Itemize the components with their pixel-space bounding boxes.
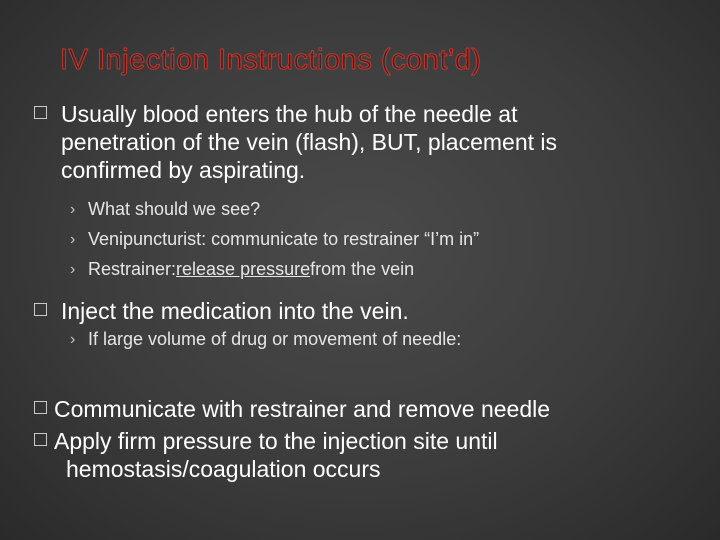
bullet-line: Usually blood enters the hub of the needle at	[61, 101, 518, 127]
bullet-text: Inject the medication into the vein.	[61, 298, 409, 324]
bullet-text: Communicate with restrainer and remove needle	[54, 396, 551, 422]
bullet-text	[54, 427, 498, 483]
sub-bullet-text: If large volume of drug or movement of needle:	[88, 329, 462, 349]
bullet-line: confirmed by aspirating.	[61, 157, 306, 183]
bullet-line: penetration of the vein (flash), BUT, placement is	[61, 129, 558, 155]
sub-bullet-text: What should we see?	[88, 199, 261, 219]
chevron-right-icon: ›	[70, 260, 76, 278]
bullet-text	[61, 100, 557, 184]
slide-title: IV Injection Instructions (cont’d)	[60, 44, 482, 76]
bullet-blood-enters-hub	[34, 100, 557, 184]
sub-bullet-venipuncturist	[70, 229, 479, 250]
bullet-inject-medication	[34, 297, 409, 325]
sub-bullet-text: from the vein	[310, 259, 415, 279]
sub-bullet-what-see	[70, 199, 260, 220]
sub-bullet-restrainer	[70, 259, 414, 280]
chevron-right-icon: ›	[70, 230, 76, 248]
box-bullet-icon	[34, 401, 47, 414]
bullet-line: hemostasis/coagulation occurs	[66, 456, 381, 482]
sub-bullet-large-volume	[70, 329, 461, 350]
bullet-apply-pressure	[34, 427, 498, 483]
underlined-text: release pressure	[176, 259, 311, 279]
box-bullet-icon	[34, 106, 47, 119]
sub-bullet-text: Restrainer:	[88, 259, 177, 279]
box-bullet-icon	[34, 303, 47, 316]
bullet-line: Apply firm pressure to the injection site until	[54, 428, 498, 454]
box-bullet-icon	[34, 433, 47, 446]
chevron-right-icon: ›	[70, 200, 76, 218]
bullet-communicate-remove	[34, 395, 550, 423]
sub-bullet-text: Venipuncturist: communicate to restrainer “I’m in”	[88, 229, 480, 249]
chevron-right-icon: ›	[70, 330, 76, 348]
